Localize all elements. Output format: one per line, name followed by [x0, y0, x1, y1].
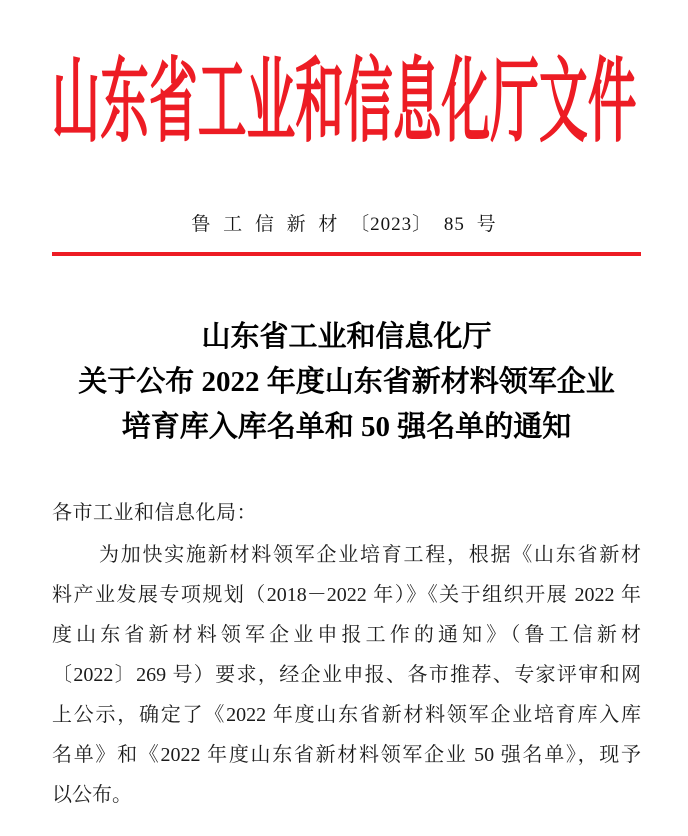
body-line: 为加快实施新材料领军企业培育工程，根据《山东省新材: [99, 544, 641, 566]
body-line: 〔2022〕269 号）要求，经企业申报、各市推荐、专家评审和网: [52, 664, 641, 686]
masthead-title: 山东省工业和信息化厅文件: [51, 51, 637, 153]
notice-title-line-3: 培育库入库名单和 50 强名单的通知: [121, 411, 572, 443]
notice-title: [52, 315, 641, 450]
masthead: [0, 44, 688, 160]
salutation: 各市工业和信息化局：: [52, 502, 257, 524]
body-line: 以公布。: [52, 784, 132, 806]
body-paragraph: [52, 535, 641, 815]
red-divider-line: [52, 252, 641, 256]
body-line: 度山东省新材料领军企业申报工作的通知》（鲁工信新材: [52, 624, 641, 646]
body-line: 料产业发展专项规划（2018－2022 年）》《关于组织开展 2022 年: [52, 584, 641, 606]
notice-title-line-2: 关于公布 2022 年度山东省新材料领军企业: [78, 366, 615, 398]
body-line: 名单》和《2022 年度山东省新材料领军企业 50 强名单》，现予: [52, 744, 641, 766]
document-number: 鲁 工 信 新 材 〔2023〕 85 号: [191, 214, 497, 235]
body-line: 上公示，确定了《2022 年度山东省新材料领军企业培育库入库: [52, 704, 641, 726]
notice-title-line-1: 山东省工业和信息化厅: [201, 321, 492, 353]
